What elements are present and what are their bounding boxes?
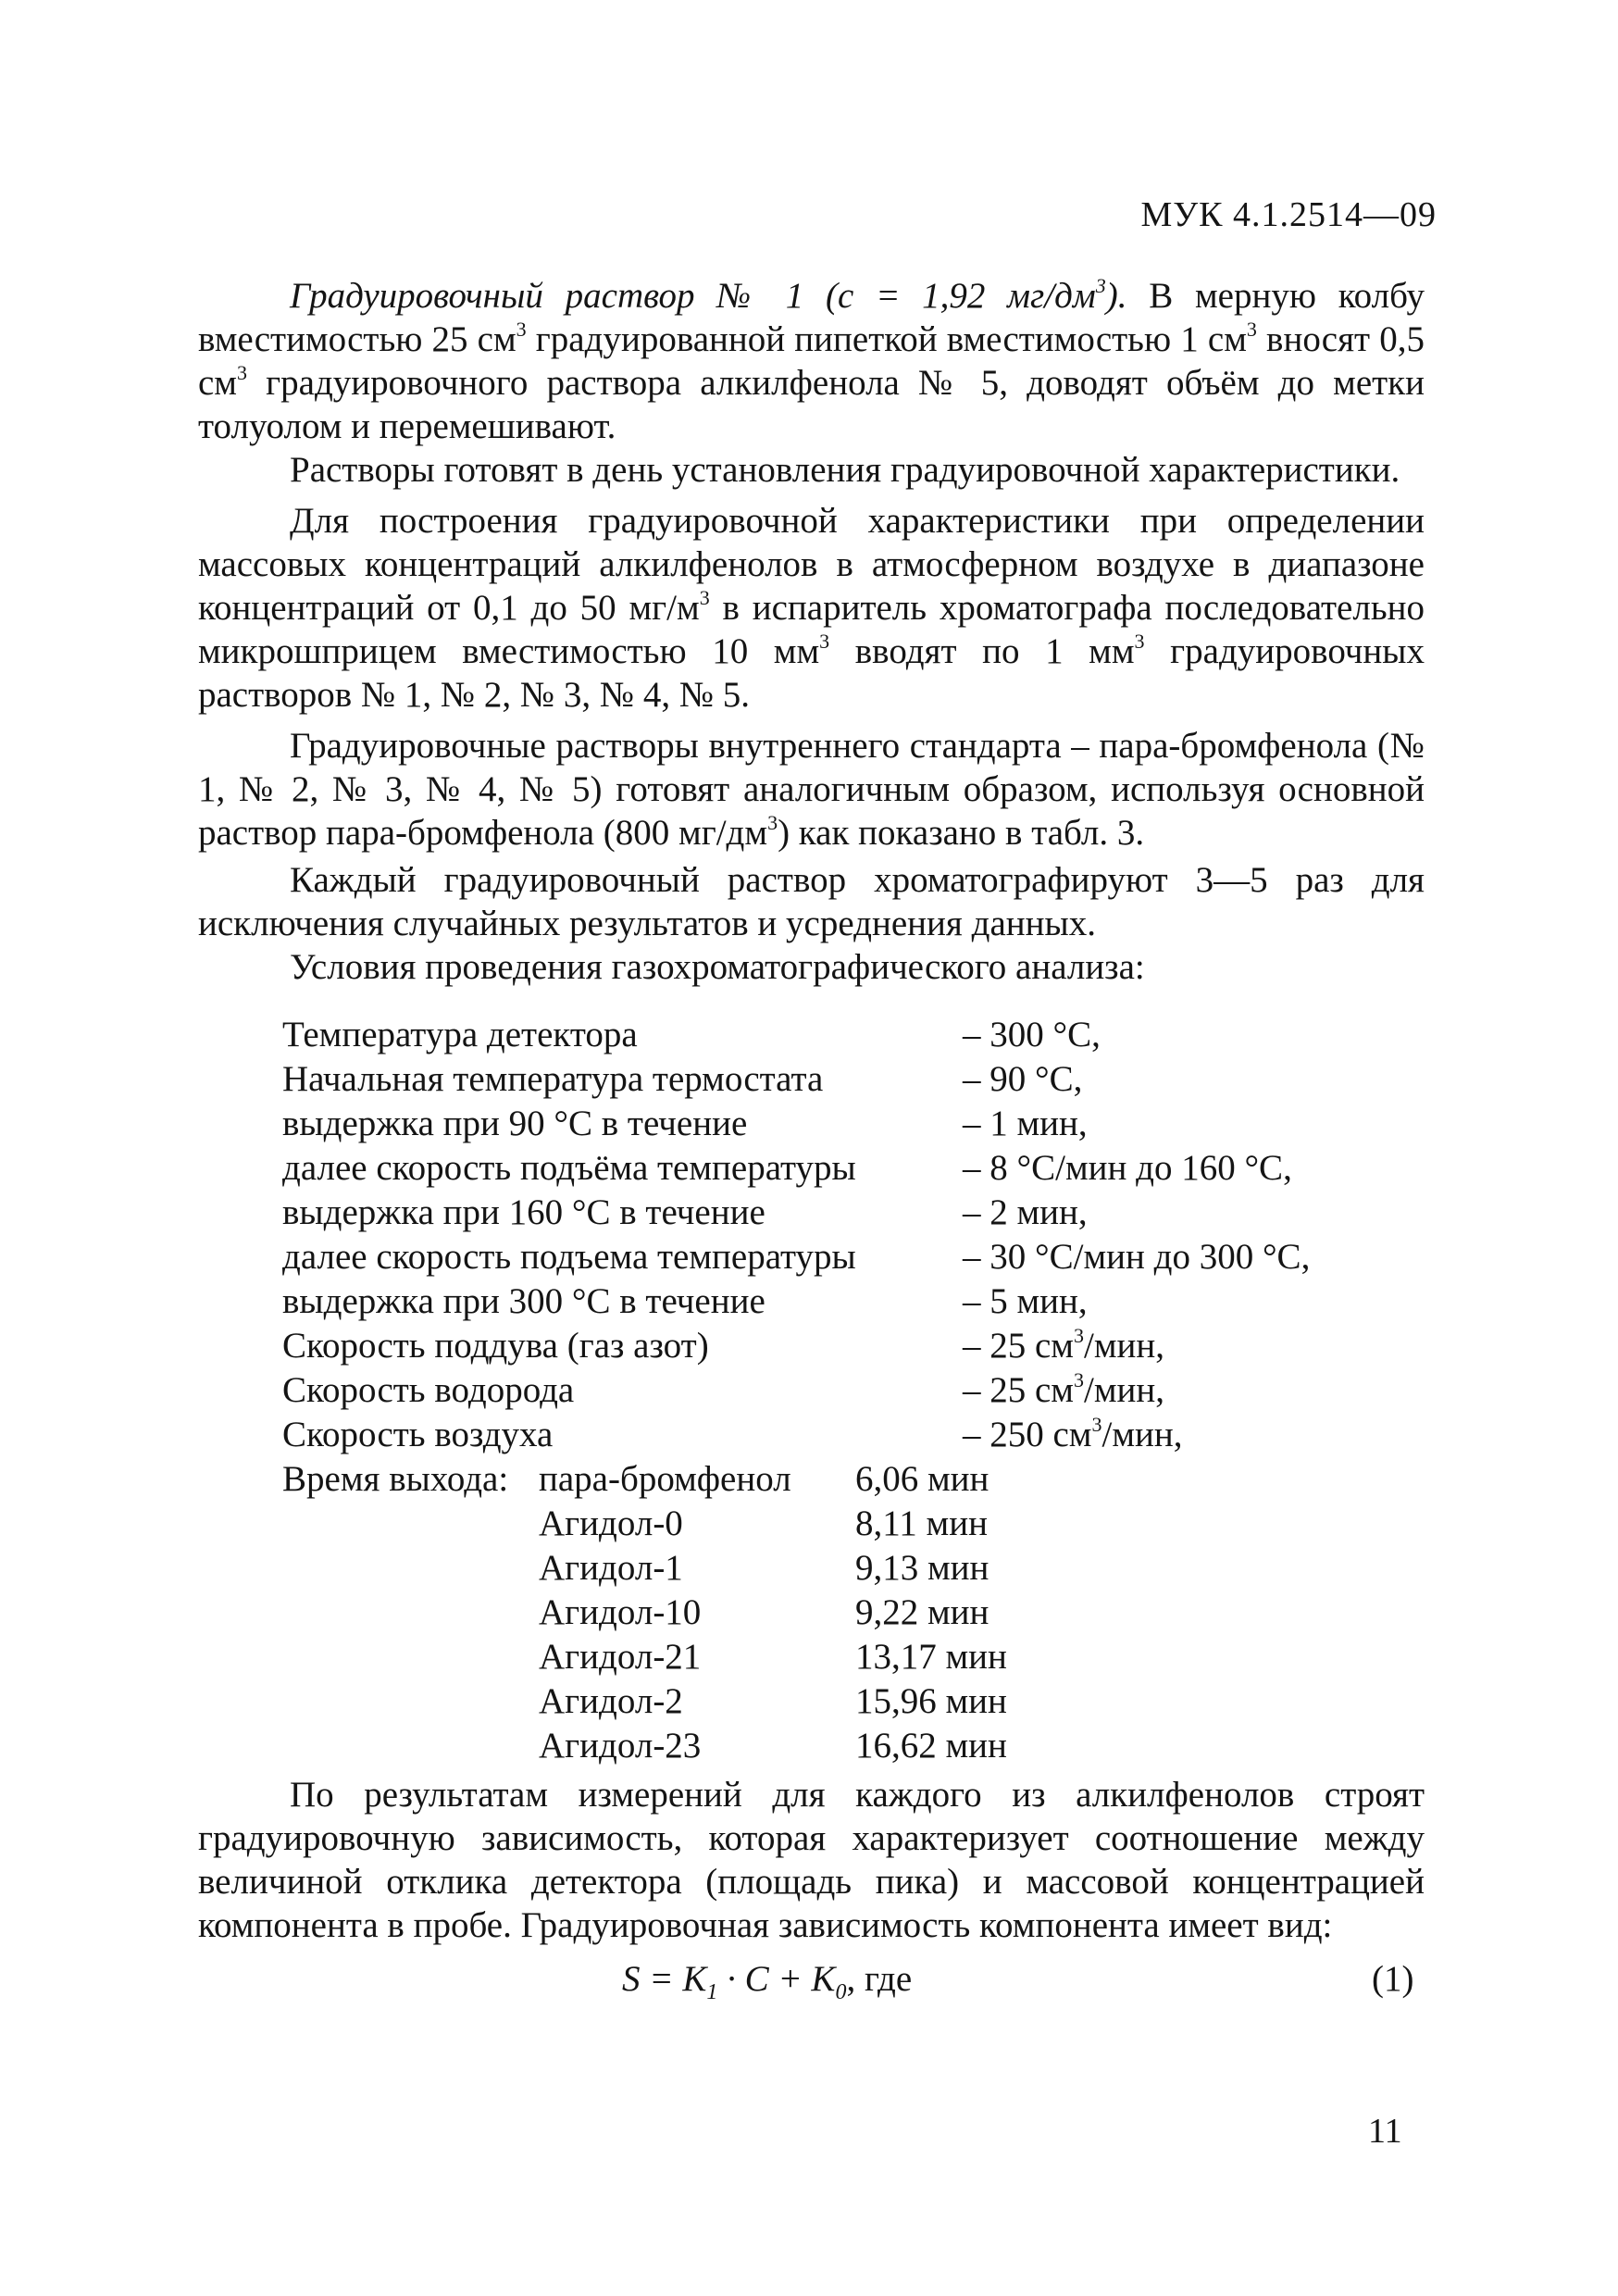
retention-time: 15,96 мин [855,1681,1007,1721]
paragraph-calibration-dependence: По результатам измерений для каждого из алкилфенолов строят градуировочную зависимость, которая характеризует соотношение между величиной отклика детектора (площадь пика) и массовой концентрацией компонента в пробе. Градуировочная зависимость компонента имеет вид: [198,1775,1425,1945]
condition-label: выдержка при 90 °С в течение [282,1104,748,1143]
retention-time: 13,17 мин [855,1637,1007,1677]
body-text-bottom [198,1773,1425,1947]
equation-number: (1) [1372,1959,1414,1999]
condition-value: – 30 °С/мин до 300 °С, [963,1237,1311,1277]
retention-prefix: Время выхода: [282,1459,509,1499]
retention-time: 8,11 мин [855,1504,988,1543]
body-text-top [198,274,1425,989]
paragraph-internal-standard: Градуировочные растворы внутреннего стандарта – пара-бромфенола (№ 1, № 2, № 3, № 4, № 5) готовят аналогичным образом, используя основной раствор пара-бромфенола (800 $мг/дм^3$) как показано в табл. 3. [198,726,1425,853]
calibration-equation: $S = K_1 \cdot C + K_0$, где [622,1959,913,2004]
solution-title: Градуировочный раствор № 1 (с = 1,92 $мг/дм^3$). [290,274,1127,316]
retention-compound: Агидол-1 [539,1548,683,1588]
retention-compound: Агидол-2 [539,1681,683,1721]
document-code-header: МУК 4.1.2514—09 [1140,195,1437,234]
condition-label: выдержка при 300 °С в течение [282,1281,765,1321]
condition-value: – 2 мин, [963,1192,1088,1232]
page-number: 11 [1368,2112,1402,2151]
retention-compound: Агидол-23 [539,1726,702,1766]
flow-label: Скорость поддува (газ азот) [282,1326,709,1366]
condition-label: далее скорость подъёма температуры [282,1148,856,1188]
retention-compound: Агидол-10 [539,1592,702,1632]
condition-value: – 8 °С/мин до 160 °С, [963,1148,1292,1188]
condition-value: – 300 °С, [963,1015,1101,1054]
flow-label: Скорость водорода [282,1370,575,1410]
conditions-title: Условия проведения газохроматографического анализа: [290,947,1145,987]
condition-label: Температура детектора [282,1015,638,1054]
flow-label: Скорость воздуха [282,1415,554,1454]
paragraph-calibration-procedure: Для построения градуировочной характеристики при определении массовых концентраций алкилфенолов в атмосферном воздухе в диапазоне концентраций от 0,1 до 50 $мг/м^3$ в испаритель хроматографа последовательно микрошприцем вместимостью 10 $мм^3$ вводят по 1 $мм^3$ градуировочных растворов № 1, № 2, № 3, № 4, № 5. [198,501,1425,715]
condition-label: далее скорость подъема температуры [282,1237,856,1277]
condition-value: – 90 °С, [963,1059,1083,1099]
flow-value: – 250 $см^3$/мин, [963,1413,1183,1454]
retention-compound: Агидол-21 [539,1637,702,1677]
condition-label: Начальная температура термостата [282,1059,824,1099]
retention-compound: Агидол-0 [539,1504,683,1543]
flow-value: – 25 $см^3$/мин, [963,1368,1165,1410]
retention-time: 9,13 мин [855,1548,989,1588]
condition-value: – 1 мин, [963,1104,1088,1143]
retention-time: 16,62 мин [855,1726,1007,1766]
paragraph-calibration-solution-1: Градуировочный раствор № 1 (с = 1,92 $мг/дм^3$). В мерную колбу вместимостью 25 $см^3$ градуированной пипеткой вместимостью 1 $см^3$ вносят 0,5 $см^3$ градуировочного раствора алкилфенола № 5, доводят объём до метки толуолом и перемешивают. [198,274,1425,446]
flow-value: – 25 $см^3$/мин, [963,1324,1165,1366]
retention-compound: пара-бромфенол [539,1459,791,1499]
retention-time: 9,22 мин [855,1592,989,1632]
paragraph-chromatography-repeats: Каждый градуировочный раствор хроматографируют 3—5 раз для исключения случайных результатов и усреднения данных. [198,860,1425,943]
paragraph-preparation-day: Растворы готовят в день установления градуировочной характеристики. [290,450,1400,490]
retention-time: 6,06 мин [855,1459,989,1499]
condition-label: выдержка при 160 °С в течение [282,1192,765,1232]
condition-value: – 5 мин, [963,1281,1088,1321]
